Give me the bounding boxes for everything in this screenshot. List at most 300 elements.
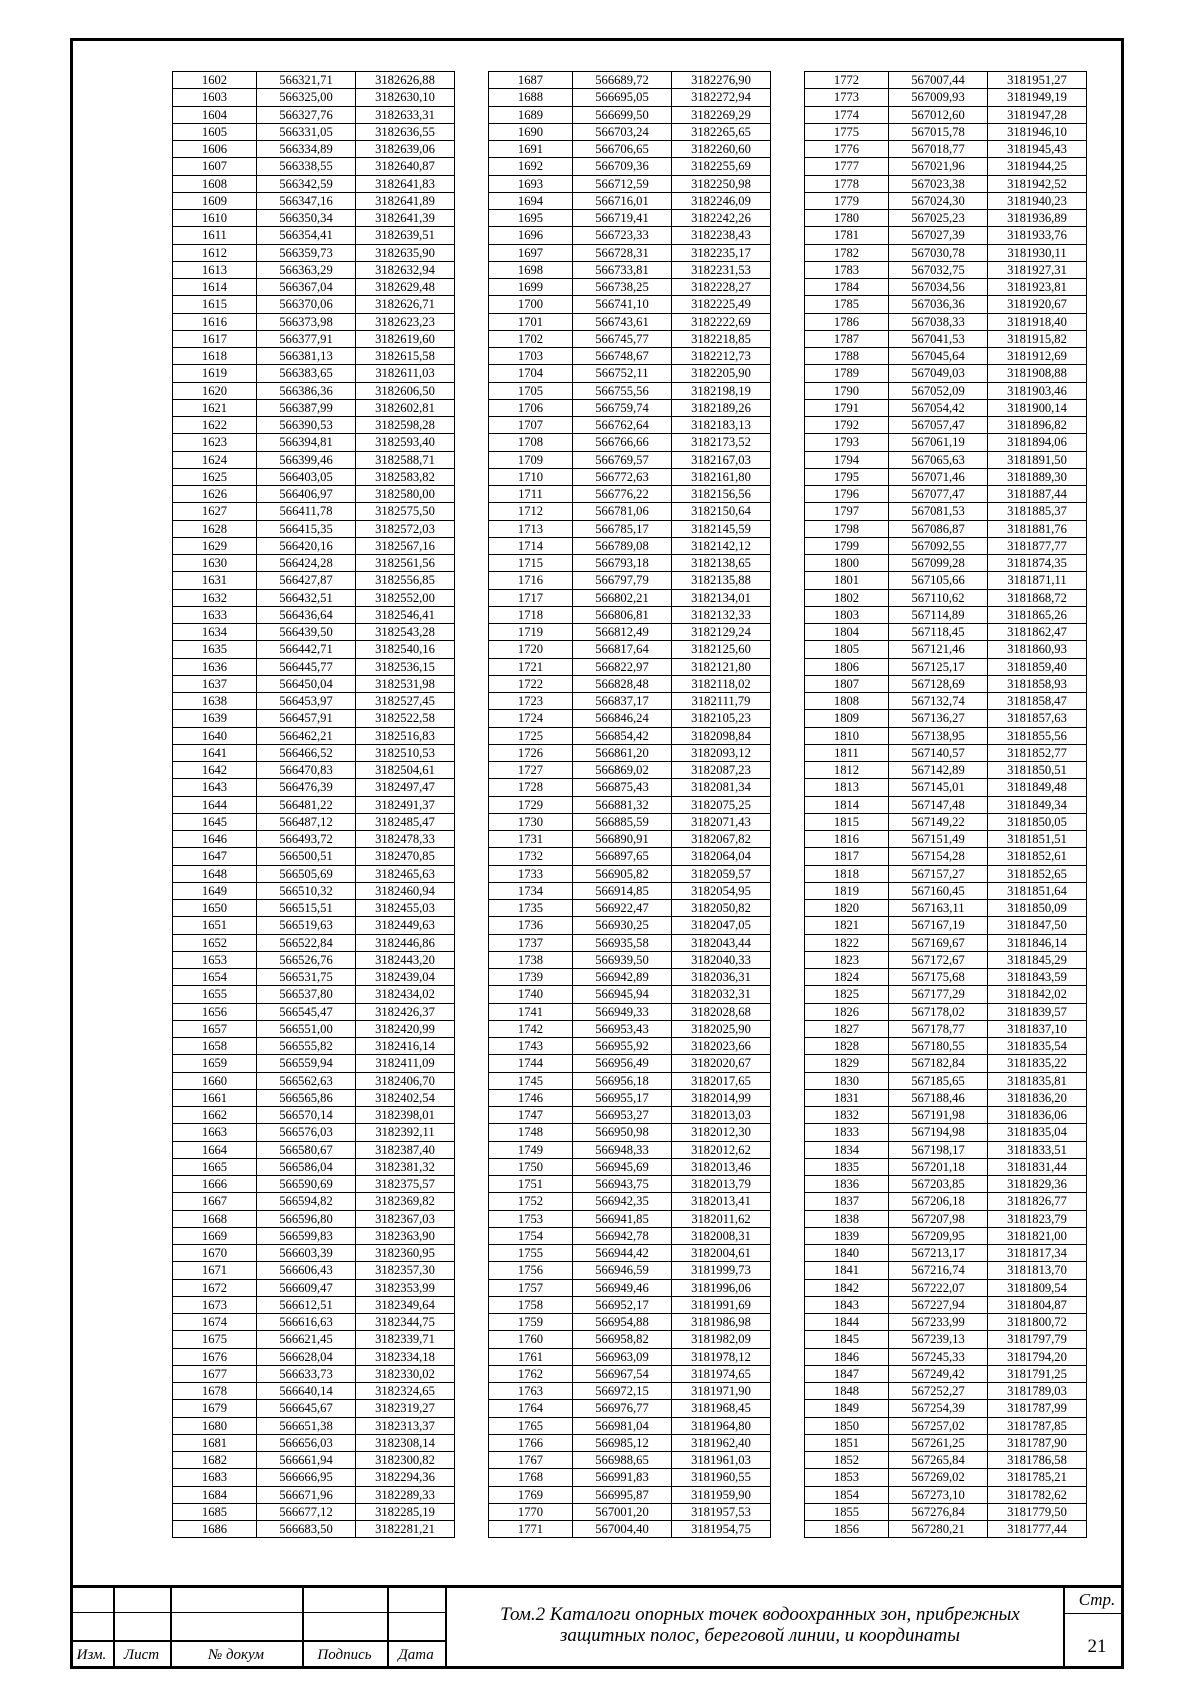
x-coordinate-cell: 566954,88 (573, 1314, 672, 1331)
x-coordinate-cell: 566985,12 (573, 1434, 672, 1451)
x-coordinate-cell: 567045,64 (889, 348, 988, 365)
table-row (173, 1141, 455, 1158)
table-row (173, 624, 455, 641)
table-row (489, 1210, 771, 1227)
point-number-cell: 1808 (805, 693, 889, 710)
table-row (489, 675, 771, 692)
x-coordinate-cell: 567114,89 (889, 606, 988, 623)
x-coordinate-cell: 566439,50 (257, 624, 356, 641)
x-coordinate-cell: 566797,79 (573, 572, 672, 589)
point-number-cell: 1775 (805, 123, 889, 140)
point-number-cell: 1642 (173, 762, 257, 779)
table-row (805, 1038, 1087, 1055)
point-number-cell: 1844 (805, 1314, 889, 1331)
y-coordinate-cell: 3182522,58 (356, 710, 455, 727)
point-number-cell: 1608 (173, 175, 257, 192)
x-coordinate-cell: 567265,84 (889, 1452, 988, 1469)
x-coordinate-cell: 566531,75 (257, 969, 356, 986)
point-number-cell: 1643 (173, 779, 257, 796)
y-coordinate-cell: 3181846,14 (988, 934, 1087, 951)
table-row (805, 348, 1087, 365)
point-number-cell: 1639 (173, 710, 257, 727)
point-number-cell: 1784 (805, 279, 889, 296)
point-number-cell: 1793 (805, 434, 889, 451)
y-coordinate-cell: 3181779,50 (988, 1503, 1087, 1520)
point-number-cell: 1687 (489, 72, 573, 89)
point-number-cell: 1833 (805, 1124, 889, 1141)
x-coordinate-cell: 566703,24 (573, 123, 672, 140)
x-coordinate-cell: 566373,98 (257, 313, 356, 330)
y-coordinate-cell: 3181860,93 (988, 641, 1087, 658)
x-coordinate-cell: 566487,12 (257, 813, 356, 830)
x-coordinate-cell: 566551,00 (257, 1020, 356, 1037)
point-number-cell: 1837 (805, 1193, 889, 1210)
x-coordinate-cell: 566565,86 (257, 1089, 356, 1106)
table-row (805, 1176, 1087, 1193)
point-number-cell: 1655 (173, 986, 257, 1003)
y-coordinate-cell: 3181908,88 (988, 365, 1087, 382)
point-number-cell: 1766 (489, 1434, 573, 1451)
table-row (173, 1383, 455, 1400)
table-row (173, 468, 455, 485)
point-number-cell: 1613 (173, 261, 257, 278)
y-coordinate-cell: 3181833,51 (988, 1141, 1087, 1158)
x-coordinate-cell: 567254,39 (889, 1400, 988, 1417)
table-row (173, 1038, 455, 1055)
point-number-cell: 1649 (173, 882, 257, 899)
point-number-cell: 1675 (173, 1331, 257, 1348)
table-row (805, 555, 1087, 572)
x-coordinate-cell: 567065,63 (889, 451, 988, 468)
y-coordinate-cell: 3182367,03 (356, 1210, 455, 1227)
table-row (805, 1383, 1087, 1400)
x-coordinate-cell: 566334,89 (257, 141, 356, 158)
point-number-cell: 1611 (173, 227, 257, 244)
y-coordinate-cell: 3181850,09 (988, 900, 1087, 917)
table-row (173, 1020, 455, 1037)
x-coordinate-cell: 567157,27 (889, 865, 988, 882)
point-number-cell: 1648 (173, 865, 257, 882)
y-coordinate-cell: 3182313,37 (356, 1417, 455, 1434)
x-coordinate-cell: 566616,63 (257, 1314, 356, 1331)
x-coordinate-cell: 566945,94 (573, 986, 672, 1003)
x-coordinate-cell: 566806,81 (573, 606, 672, 623)
table-row (805, 727, 1087, 744)
y-coordinate-cell: 3182276,90 (672, 72, 771, 89)
point-number-cell: 1811 (805, 744, 889, 761)
x-coordinate-cell: 566963,09 (573, 1348, 672, 1365)
x-coordinate-cell: 566976,77 (573, 1400, 672, 1417)
x-coordinate-cell: 567201,18 (889, 1158, 988, 1175)
y-coordinate-cell: 3182289,33 (356, 1486, 455, 1503)
y-coordinate-cell: 3182426,37 (356, 1003, 455, 1020)
y-coordinate-cell: 3182497,47 (356, 779, 455, 796)
x-coordinate-cell: 567121,46 (889, 641, 988, 658)
table-row (173, 900, 455, 917)
table-row (805, 1089, 1087, 1106)
y-coordinate-cell: 3182626,88 (356, 72, 455, 89)
point-number-cell: 1625 (173, 468, 257, 485)
y-coordinate-cell: 3182013,41 (672, 1193, 771, 1210)
table-row (173, 1055, 455, 1072)
point-number-cell: 1850 (805, 1417, 889, 1434)
table-row (489, 969, 771, 986)
x-coordinate-cell: 567136,27 (889, 710, 988, 727)
y-coordinate-cell: 3182575,50 (356, 503, 455, 520)
point-number-cell: 1678 (173, 1383, 257, 1400)
x-coordinate-cell: 566387,99 (257, 399, 356, 416)
y-coordinate-cell: 3181785,21 (988, 1469, 1087, 1486)
y-coordinate-cell: 3182071,43 (672, 813, 771, 830)
point-number-cell: 1630 (173, 555, 257, 572)
table-row (805, 1279, 1087, 1296)
y-coordinate-cell: 3181857,63 (988, 710, 1087, 727)
table-row (173, 917, 455, 934)
y-coordinate-cell: 3181836,06 (988, 1107, 1087, 1124)
table-row (173, 555, 455, 572)
point-number-cell: 1708 (489, 434, 573, 451)
table-row (489, 1262, 771, 1279)
table-row (173, 762, 455, 779)
table-row (173, 831, 455, 848)
point-number-cell: 1842 (805, 1279, 889, 1296)
y-coordinate-cell: 3182036,31 (672, 969, 771, 986)
point-number-cell: 1839 (805, 1227, 889, 1244)
x-coordinate-cell: 566914,85 (573, 882, 672, 899)
y-coordinate-cell: 3182228,27 (672, 279, 771, 296)
x-coordinate-cell: 566949,33 (573, 1003, 672, 1020)
table-row (805, 624, 1087, 641)
x-coordinate-cell: 566942,35 (573, 1193, 672, 1210)
table-row (489, 348, 771, 365)
y-coordinate-cell: 3182455,03 (356, 900, 455, 917)
y-coordinate-cell: 3181885,37 (988, 503, 1087, 520)
point-number-cell: 1831 (805, 1089, 889, 1106)
table-row (805, 417, 1087, 434)
table-row (805, 693, 1087, 710)
x-coordinate-cell: 566537,80 (257, 986, 356, 1003)
x-coordinate-cell: 567125,17 (889, 658, 988, 675)
table-row (173, 1521, 455, 1538)
table-row (489, 296, 771, 313)
table-row (173, 72, 455, 89)
table-row (805, 210, 1087, 227)
table-row (489, 1038, 771, 1055)
table-row (173, 744, 455, 761)
x-coordinate-cell: 566944,42 (573, 1245, 672, 1262)
y-coordinate-cell: 3181949,19 (988, 89, 1087, 106)
y-coordinate-cell: 3182387,40 (356, 1141, 455, 1158)
point-number-cell: 1755 (489, 1245, 573, 1262)
table-row (805, 641, 1087, 658)
table-row (173, 1107, 455, 1124)
table-row (173, 1124, 455, 1141)
point-number-cell: 1744 (489, 1055, 573, 1072)
point-number-cell: 1640 (173, 727, 257, 744)
y-coordinate-cell: 3182098,84 (672, 727, 771, 744)
point-number-cell: 1699 (489, 279, 573, 296)
x-coordinate-cell: 566381,13 (257, 348, 356, 365)
y-coordinate-cell: 3181852,61 (988, 848, 1087, 865)
table-row (173, 210, 455, 227)
point-number-cell: 1758 (489, 1296, 573, 1313)
table-row (489, 1176, 771, 1193)
x-coordinate-cell: 566599,83 (257, 1227, 356, 1244)
point-number-cell: 1829 (805, 1055, 889, 1072)
x-coordinate-cell: 566709,36 (573, 158, 672, 175)
y-coordinate-cell: 3181800,72 (988, 1314, 1087, 1331)
table-row (489, 986, 771, 1003)
table-row (489, 572, 771, 589)
point-number-cell: 1790 (805, 382, 889, 399)
x-coordinate-cell: 567257,02 (889, 1417, 988, 1434)
x-coordinate-cell: 566399,46 (257, 451, 356, 468)
x-coordinate-cell: 567009,93 (889, 89, 988, 106)
x-coordinate-cell: 566671,96 (257, 1486, 356, 1503)
table-row (805, 572, 1087, 589)
y-coordinate-cell: 3182516,83 (356, 727, 455, 744)
point-number-cell: 1736 (489, 917, 573, 934)
y-coordinate-cell: 3182129,24 (672, 624, 771, 641)
y-coordinate-cell: 3182269,29 (672, 106, 771, 123)
table-row (805, 537, 1087, 554)
table-row (489, 123, 771, 140)
y-coordinate-cell: 3181835,22 (988, 1055, 1087, 1072)
x-coordinate-cell: 566347,16 (257, 192, 356, 209)
x-coordinate-cell: 566972,15 (573, 1383, 672, 1400)
label-doc-number: № докум (208, 1647, 264, 1663)
x-coordinate-cell: 567213,17 (889, 1245, 988, 1262)
point-number-cell: 1756 (489, 1262, 573, 1279)
y-coordinate-cell: 3182235,17 (672, 244, 771, 261)
point-number-cell: 1788 (805, 348, 889, 365)
y-coordinate-cell: 3181797,79 (988, 1331, 1087, 1348)
y-coordinate-cell: 3182319,27 (356, 1400, 455, 1417)
y-coordinate-cell: 3182639,06 (356, 141, 455, 158)
point-number-cell: 1767 (489, 1452, 573, 1469)
point-number-cell: 1632 (173, 589, 257, 606)
y-coordinate-cell: 3182504,61 (356, 762, 455, 779)
point-number-cell: 1785 (805, 296, 889, 313)
y-coordinate-cell: 3182330,02 (356, 1365, 455, 1382)
table-row (805, 658, 1087, 675)
y-coordinate-cell: 3181912,69 (988, 348, 1087, 365)
y-coordinate-cell: 3181777,44 (988, 1521, 1087, 1538)
table-row (805, 934, 1087, 951)
point-number-cell: 1700 (489, 296, 573, 313)
point-number-cell: 1629 (173, 537, 257, 554)
x-coordinate-cell: 566677,12 (257, 1503, 356, 1520)
y-coordinate-cell: 3181787,90 (988, 1434, 1087, 1451)
x-coordinate-cell: 567081,53 (889, 503, 988, 520)
y-coordinate-cell: 3182255,69 (672, 158, 771, 175)
x-coordinate-cell: 566580,67 (257, 1141, 356, 1158)
x-coordinate-cell: 567092,55 (889, 537, 988, 554)
x-coordinate-cell: 567018,77 (889, 141, 988, 158)
x-coordinate-cell: 566897,65 (573, 848, 672, 865)
x-coordinate-cell: 567147,48 (889, 796, 988, 813)
y-coordinate-cell: 3182536,15 (356, 658, 455, 675)
table-row (489, 417, 771, 434)
point-number-cell: 1693 (489, 175, 573, 192)
table-row (173, 382, 455, 399)
table-row (805, 486, 1087, 503)
x-coordinate-cell: 566522,84 (257, 934, 356, 951)
y-coordinate-cell: 3182641,89 (356, 192, 455, 209)
point-number-cell: 1689 (489, 106, 573, 123)
point-number-cell: 1696 (489, 227, 573, 244)
table-row (173, 261, 455, 278)
x-coordinate-cell: 567178,02 (889, 1003, 988, 1020)
table-row (805, 434, 1087, 451)
x-coordinate-cell: 566950,98 (573, 1124, 672, 1141)
point-number-cell: 1840 (805, 1245, 889, 1262)
x-coordinate-cell: 567233,99 (889, 1314, 988, 1331)
y-coordinate-cell: 3181791,25 (988, 1365, 1087, 1382)
table-row (173, 572, 455, 589)
x-coordinate-cell: 566885,59 (573, 813, 672, 830)
table-row (489, 1245, 771, 1262)
point-number-cell: 1853 (805, 1469, 889, 1486)
point-number-cell: 1603 (173, 89, 257, 106)
table-row (173, 348, 455, 365)
table-row (489, 900, 771, 917)
table-row (805, 296, 1087, 313)
x-coordinate-cell: 566377,91 (257, 330, 356, 347)
point-number-cell: 1623 (173, 434, 257, 451)
point-number-cell: 1818 (805, 865, 889, 882)
point-number-cell: 1798 (805, 520, 889, 537)
point-number-cell: 1718 (489, 606, 573, 623)
table-row (173, 279, 455, 296)
x-coordinate-cell: 566956,18 (573, 1072, 672, 1089)
x-coordinate-cell: 567249,42 (889, 1365, 988, 1382)
table-row (173, 1417, 455, 1434)
x-coordinate-cell: 567261,25 (889, 1434, 988, 1451)
x-coordinate-cell: 566510,32 (257, 882, 356, 899)
y-coordinate-cell: 3182510,53 (356, 744, 455, 761)
table-row (805, 382, 1087, 399)
table-row (805, 1245, 1087, 1262)
x-coordinate-cell: 567054,42 (889, 399, 988, 416)
table-row (805, 831, 1087, 848)
y-coordinate-cell: 3182189,26 (672, 399, 771, 416)
point-number-cell: 1825 (805, 986, 889, 1003)
x-coordinate-cell: 566781,06 (573, 503, 672, 520)
table-row (173, 675, 455, 692)
point-number-cell: 1714 (489, 537, 573, 554)
y-coordinate-cell: 3181849,34 (988, 796, 1087, 813)
y-coordinate-cell: 3181862,47 (988, 624, 1087, 641)
y-coordinate-cell: 3181942,52 (988, 175, 1087, 192)
x-coordinate-cell: 567118,45 (889, 624, 988, 641)
point-number-cell: 1647 (173, 848, 257, 865)
point-number-cell: 1753 (489, 1210, 573, 1227)
table-row (173, 951, 455, 968)
y-coordinate-cell: 3181787,85 (988, 1417, 1087, 1434)
x-coordinate-cell: 566383,65 (257, 365, 356, 382)
point-number-cell: 1723 (489, 693, 573, 710)
table-row (173, 123, 455, 140)
x-coordinate-cell: 567163,11 (889, 900, 988, 917)
table-row (173, 158, 455, 175)
point-number-cell: 1665 (173, 1158, 257, 1175)
title-block-top-border (70, 1585, 1124, 1588)
point-number-cell: 1726 (489, 744, 573, 761)
x-coordinate-cell: 566941,85 (573, 1210, 672, 1227)
table-row (489, 589, 771, 606)
y-coordinate-cell: 3182054,95 (672, 882, 771, 899)
y-coordinate-cell: 3182357,30 (356, 1262, 455, 1279)
x-coordinate-cell: 566555,82 (257, 1038, 356, 1055)
y-coordinate-cell: 3182081,34 (672, 779, 771, 796)
x-coordinate-cell: 566481,22 (257, 796, 356, 813)
point-number-cell: 1663 (173, 1124, 257, 1141)
x-coordinate-cell: 566406,97 (257, 486, 356, 503)
point-number-cell: 1677 (173, 1365, 257, 1382)
x-coordinate-cell: 567167,19 (889, 917, 988, 934)
table-row (173, 606, 455, 623)
y-coordinate-cell: 3182540,16 (356, 641, 455, 658)
y-coordinate-cell: 3182580,00 (356, 486, 455, 503)
table-row (805, 1072, 1087, 1089)
point-number-cell: 1612 (173, 244, 257, 261)
y-coordinate-cell: 3182632,94 (356, 261, 455, 278)
point-number-cell: 1846 (805, 1348, 889, 1365)
x-coordinate-cell: 566942,78 (573, 1227, 672, 1244)
point-number-cell: 1725 (489, 727, 573, 744)
table-row (173, 1400, 455, 1417)
y-coordinate-cell: 3182527,45 (356, 693, 455, 710)
point-number-cell: 1676 (173, 1348, 257, 1365)
point-number-cell: 1703 (489, 348, 573, 365)
y-coordinate-cell: 3182222,69 (672, 313, 771, 330)
x-coordinate-cell: 566955,17 (573, 1089, 672, 1106)
point-number-cell: 1719 (489, 624, 573, 641)
point-number-cell: 1715 (489, 555, 573, 572)
x-coordinate-cell: 567203,85 (889, 1176, 988, 1193)
table-row (805, 141, 1087, 158)
y-coordinate-cell: 3182567,16 (356, 537, 455, 554)
y-coordinate-cell: 3182606,50 (356, 382, 455, 399)
point-number-cell: 1644 (173, 796, 257, 813)
x-coordinate-cell: 567172,67 (889, 951, 988, 968)
point-number-cell: 1653 (173, 951, 257, 968)
y-coordinate-cell: 3181809,54 (988, 1279, 1087, 1296)
table-row (489, 710, 771, 727)
y-coordinate-cell: 3182205,90 (672, 365, 771, 382)
x-coordinate-cell: 566327,76 (257, 106, 356, 123)
y-coordinate-cell: 3182064,04 (672, 848, 771, 865)
point-number-cell: 1684 (173, 1486, 257, 1503)
point-number-cell: 1717 (489, 589, 573, 606)
x-coordinate-cell: 566493,72 (257, 831, 356, 848)
table-row (805, 848, 1087, 865)
point-number-cell: 1622 (173, 417, 257, 434)
table-row (805, 89, 1087, 106)
y-coordinate-cell: 3182636,55 (356, 123, 455, 140)
y-coordinate-cell: 3182420,99 (356, 1020, 455, 1037)
point-number-cell: 1620 (173, 382, 257, 399)
table-row (173, 1210, 455, 1227)
y-coordinate-cell: 3182561,56 (356, 555, 455, 572)
x-coordinate-cell: 567188,46 (889, 1089, 988, 1106)
table-row (489, 158, 771, 175)
point-number-cell: 1610 (173, 210, 257, 227)
x-coordinate-cell: 566802,21 (573, 589, 672, 606)
x-coordinate-cell: 566427,87 (257, 572, 356, 589)
y-coordinate-cell: 3181837,10 (988, 1020, 1087, 1037)
